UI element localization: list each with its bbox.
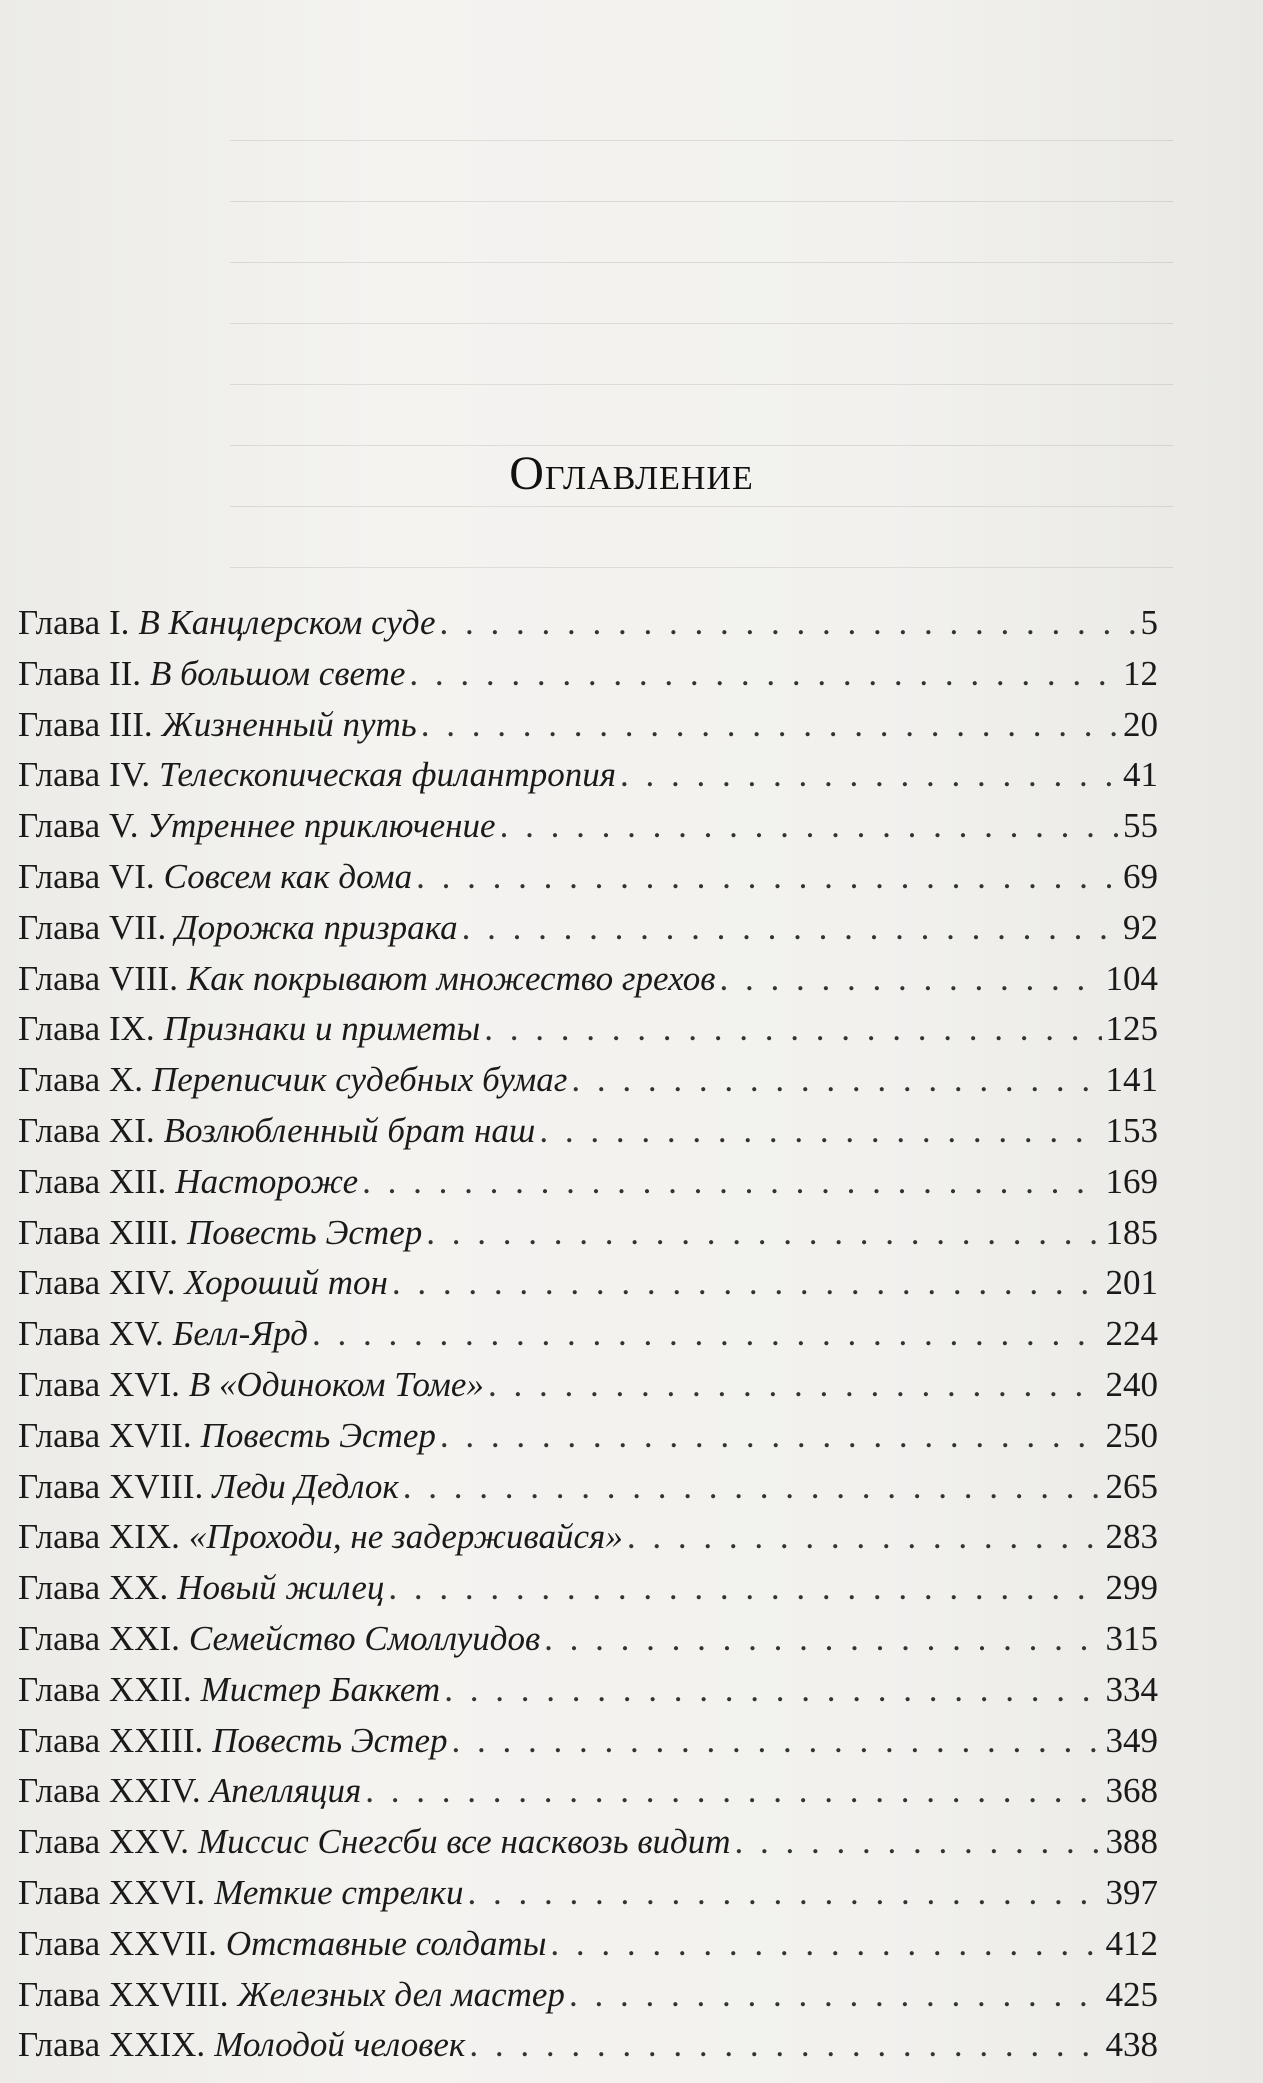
page-number: 169 (1105, 1161, 1158, 1201)
chapter-label: Глава XXII. (18, 1669, 192, 1709)
page-number: 12 (1123, 653, 1158, 693)
chapter-title: Хороший тон (184, 1263, 388, 1303)
chapter-title: Молодой человек (214, 2025, 466, 2065)
dot-leader (544, 1614, 1101, 1665)
toc-entry[interactable] (18, 750, 1158, 801)
chapter-title: В Канцлерском суде (138, 603, 436, 642)
chapter-title: Возлюбленный брат наш (163, 1110, 536, 1150)
toc-entry[interactable] (18, 1055, 1158, 1106)
chapter-label: Глава XX. (18, 1568, 169, 1608)
page-number: 141 (1105, 1060, 1158, 1100)
chapter-label: Глава XI. (18, 1110, 155, 1150)
chapter-label: Глава X. (18, 1060, 143, 1100)
page-number: 185 (1105, 1212, 1158, 1252)
chapter-label: Глава VI. (18, 856, 155, 896)
chapter-title: Миссис Снегсби все насквозь видит (198, 1822, 731, 1862)
chapter-label: Глава VII. (18, 907, 167, 947)
page-number: 20 (1123, 704, 1158, 744)
chapter-title: Телескопическая филантропия (159, 755, 617, 795)
dot-leader (569, 1970, 1102, 2021)
chapter-title: Отставные солдаты (225, 1923, 547, 1963)
dot-leader (719, 954, 1101, 1005)
toc-entry[interactable] (18, 649, 1158, 700)
dot-leader (484, 1004, 1101, 1055)
chapter-title: Настороже (175, 1161, 359, 1201)
chapter-title: Повесть Эстер (212, 1720, 448, 1760)
toc-entry[interactable] (18, 1817, 1158, 1868)
toc-entry[interactable] (18, 954, 1158, 1005)
dot-leader (500, 801, 1119, 852)
dot-leader (539, 1106, 1101, 1157)
toc-entry[interactable] (18, 1919, 1158, 1970)
dot-leader (403, 1462, 1102, 1513)
page-number: 201 (1105, 1263, 1158, 1303)
dot-leader (488, 1360, 1102, 1411)
page-number: 153 (1105, 1110, 1158, 1150)
dot-leader (440, 1411, 1102, 1462)
chapter-title: Апелляция (209, 1771, 362, 1811)
chapter-title: Семейство Смоллуидов (188, 1618, 541, 1658)
page-number: 250 (1105, 1415, 1158, 1455)
dot-leader (444, 1665, 1101, 1716)
page-number: 55 (1123, 806, 1158, 846)
chapter-label: Глава IV. (18, 755, 151, 795)
page-number: 425 (1105, 1974, 1158, 2014)
dot-leader (388, 1563, 1101, 1614)
chapter-title: Переписчик судебных бумаг (151, 1060, 568, 1100)
chapter-title: Дорожка призрака (175, 907, 458, 947)
page-number: 92 (1123, 907, 1158, 947)
toc-entry[interactable] (18, 1004, 1158, 1055)
chapter-label: Глава II. (18, 653, 142, 693)
chapter-label: Глава XXI. (18, 1618, 180, 1658)
toc-entry[interactable] (18, 1462, 1158, 1513)
chapter-label: Глава I. (18, 603, 130, 642)
toc-entry[interactable] (18, 852, 1158, 903)
chapter-title: «Проходи, не задерживайся» (188, 1517, 623, 1557)
page-number: 315 (1105, 1618, 1158, 1658)
toc-entry[interactable] (18, 1665, 1158, 1716)
dot-leader (365, 1766, 1101, 1817)
chapter-title: Леди Дедлок (212, 1466, 399, 1506)
chapter-title: Утреннее приключение (147, 806, 496, 846)
chapter-label: Глава XIX. (18, 1517, 180, 1557)
page-number: 334 (1105, 1669, 1158, 1709)
dot-leader (735, 1817, 1102, 1868)
dot-leader (627, 1512, 1102, 1563)
toc-entry[interactable] (18, 1157, 1158, 1208)
dot-leader (312, 1309, 1102, 1360)
chapter-title: Мистер Баккет (200, 1669, 441, 1709)
table-of-contents (18, 598, 1158, 2071)
chapter-label: Глава XXVI. (18, 1872, 206, 1912)
toc-entry[interactable] (18, 1614, 1158, 1665)
page-number: 388 (1105, 1822, 1158, 1862)
dot-leader (452, 1716, 1102, 1767)
chapter-label: Глава XVIII. (18, 1466, 204, 1506)
chapter-label: Глава XXV. (18, 1822, 190, 1862)
toc-entry[interactable] (18, 1258, 1158, 1309)
page-number: 299 (1105, 1568, 1158, 1608)
toc-entry[interactable] (18, 801, 1158, 852)
chapter-label: Глава XXIII. (18, 1720, 204, 1760)
page-number: 438 (1105, 2025, 1158, 2065)
chapter-label: Глава VIII. (18, 958, 178, 998)
page-number: 349 (1105, 1720, 1158, 1760)
chapter-label: Глава XXIV. (18, 1771, 201, 1811)
chapter-label: Глава V. (18, 806, 139, 846)
chapter-title: Новый жилец (177, 1568, 385, 1608)
dot-leader (426, 1208, 1101, 1259)
chapter-title: В «Одиноком Томе» (188, 1364, 484, 1404)
toc-entry[interactable] (18, 903, 1158, 954)
toc-entry[interactable] (18, 2020, 1158, 2071)
chapter-title: Признаки и приметы (163, 1009, 481, 1049)
page-number: 224 (1105, 1314, 1158, 1354)
chapter-label: Глава XV. (18, 1314, 164, 1354)
toc-entry[interactable] (18, 1970, 1158, 2021)
toc-entry[interactable] (18, 1512, 1158, 1563)
toc-entry[interactable] (18, 598, 1158, 649)
toc-entry[interactable] (18, 1309, 1158, 1360)
chapter-label: Глава XII. (18, 1161, 167, 1201)
dot-leader (362, 1157, 1101, 1208)
page-title: Оглавление (509, 447, 754, 500)
toc-entry[interactable] (18, 1360, 1158, 1411)
page-number: 412 (1105, 1923, 1158, 1963)
chapter-title: Как покрывают множество грехов (186, 958, 716, 998)
page-number: 125 (1105, 1009, 1158, 1049)
dot-leader (620, 750, 1119, 801)
page-number: 240 (1105, 1364, 1158, 1404)
page-number: 283 (1105, 1517, 1158, 1557)
page-number: 104 (1105, 958, 1158, 998)
chapter-title: Белл-Ярд (172, 1314, 308, 1354)
chapter-title: Меткие стрелки (214, 1872, 464, 1912)
page-number: 5 (1140, 603, 1158, 642)
chapter-label: Глава XVI. (18, 1364, 180, 1404)
dot-leader (409, 649, 1119, 700)
dot-leader (421, 700, 1119, 751)
dot-leader (469, 2020, 1101, 2071)
chapter-title: Железных дел мастер (237, 1974, 565, 2014)
dot-leader (392, 1258, 1102, 1309)
page-number: 397 (1105, 1872, 1158, 1912)
toc-entry[interactable] (18, 1208, 1158, 1259)
dot-leader (462, 903, 1119, 954)
page-number: 265 (1105, 1466, 1158, 1506)
toc-entry[interactable] (18, 1106, 1158, 1157)
chapter-label: Глава III. (18, 704, 153, 744)
chapter-label: Глава XXIX. (18, 2025, 206, 2065)
chapter-label: Глава XVII. (18, 1415, 192, 1455)
dot-leader (416, 852, 1119, 903)
toc-entry[interactable] (18, 700, 1158, 751)
chapter-title: Повесть Эстер (186, 1212, 423, 1252)
chapter-label: Глава XIII. (18, 1212, 178, 1252)
dot-leader (439, 598, 1136, 649)
chapter-title: Жизненный путь (161, 704, 417, 744)
page-number: 368 (1105, 1771, 1158, 1811)
toc-entry[interactable] (18, 1868, 1158, 1919)
toc-entry[interactable] (18, 1766, 1158, 1817)
chapter-label: Глава XIV. (18, 1263, 176, 1303)
page-number: 41 (1123, 755, 1158, 795)
dot-leader (467, 1868, 1101, 1919)
dot-leader (550, 1919, 1101, 1970)
chapter-label: Глава XXVII. (18, 1923, 217, 1963)
toc-entry[interactable] (18, 1563, 1158, 1614)
dot-leader (571, 1055, 1101, 1106)
chapter-title: Совсем как дома (163, 856, 413, 896)
bleed-through-text (230, 80, 1263, 600)
chapter-title: Повесть Эстер (200, 1415, 436, 1455)
page-number: 69 (1123, 856, 1158, 896)
chapter-label: Глава XXVIII. (18, 1974, 229, 2014)
chapter-label: Глава IX. (18, 1009, 155, 1049)
chapter-title: В большом свете (150, 653, 406, 693)
toc-entry[interactable] (18, 1716, 1158, 1767)
toc-entry[interactable] (18, 1411, 1158, 1462)
